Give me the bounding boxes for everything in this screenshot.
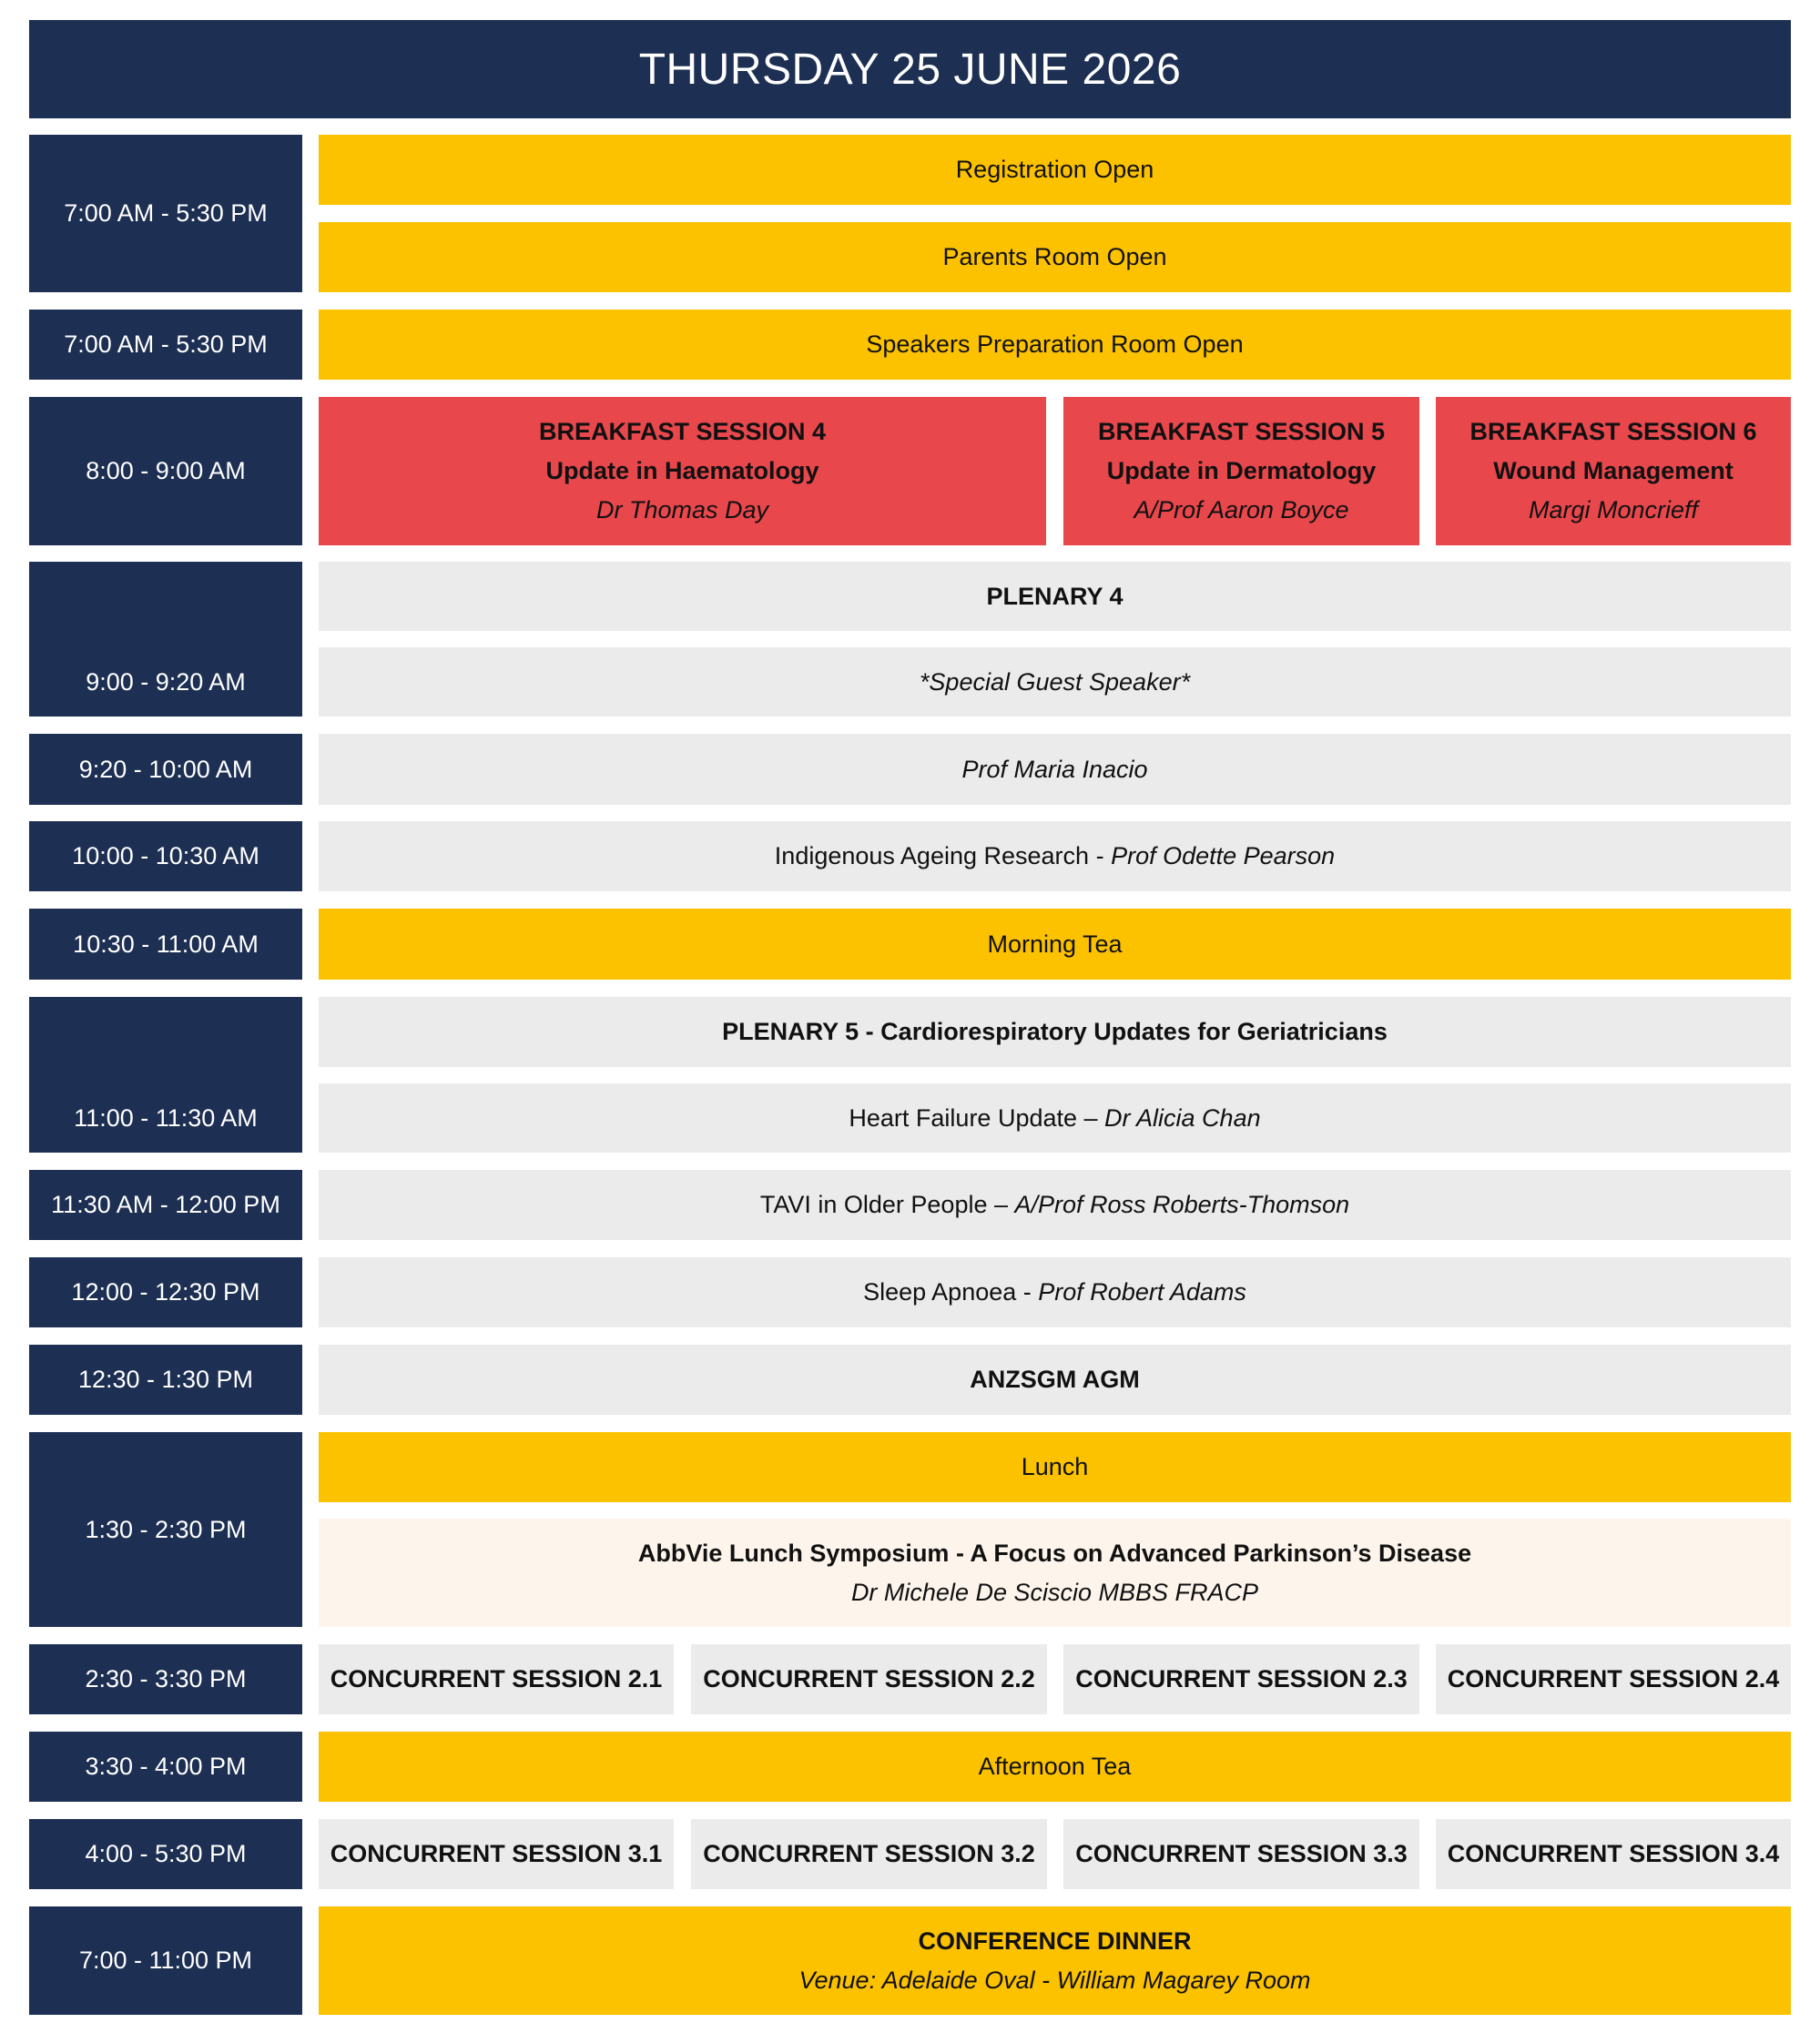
dinner-venue: Venue: Adelaide Oval - William Magarey Room bbox=[798, 1966, 1311, 1994]
talk-separator: - bbox=[1016, 1278, 1039, 1306]
special-guest-speaker: *Special Guest Speaker* bbox=[319, 647, 1791, 717]
concurrent-session: CONCURRENT SESSION 3.1 bbox=[319, 1819, 674, 1889]
session-afternoon-tea: Afternoon Tea bbox=[319, 1732, 1791, 1802]
time-slot: 8:00 - 9:00 AM bbox=[29, 397, 302, 545]
talk-line bbox=[863, 1273, 1246, 1312]
breakfast-topic: Update in Haematology bbox=[545, 457, 819, 484]
plenary-4-title: PLENARY 4 bbox=[319, 562, 1791, 631]
talk-title: Sleep Apnoea bbox=[863, 1278, 1017, 1306]
session-speakers-room: Speakers Preparation Room Open bbox=[319, 310, 1791, 380]
plenary-5-talk bbox=[319, 1257, 1791, 1327]
time-slot: 3:30 - 4:00 PM bbox=[29, 1732, 302, 1802]
time-slot: 9:00 - 9:20 AM bbox=[29, 562, 302, 717]
session-agm: ANZSGM AGM bbox=[319, 1345, 1791, 1415]
time-slot: 10:00 - 10:30 AM bbox=[29, 821, 302, 891]
concurrent-session: CONCURRENT SESSION 3.3 bbox=[1063, 1819, 1419, 1889]
breakfast-title: BREAKFAST SESSION 5 bbox=[1097, 418, 1386, 445]
talk-line bbox=[849, 1099, 1260, 1138]
symposium-title: AbbVie Lunch Symposium - A Focus on Advanced Parkinson’s Disease bbox=[637, 1539, 1472, 1567]
breakfast-session-5 bbox=[1063, 397, 1419, 545]
breakfast-title: BREAKFAST SESSION 4 bbox=[538, 418, 827, 445]
concurrent-session: CONCURRENT SESSION 3.4 bbox=[1436, 1819, 1791, 1889]
talk-separator: – bbox=[1077, 1103, 1105, 1132]
time-slot: 1:30 - 2:30 PM bbox=[29, 1432, 302, 1627]
time-slot: 12:30 - 1:30 PM bbox=[29, 1345, 302, 1415]
time-slot: 7:00 AM - 5:30 PM bbox=[29, 310, 302, 380]
time-slot: 7:00 AM - 5:30 PM bbox=[29, 135, 302, 292]
session-morning-tea: Morning Tea bbox=[319, 909, 1791, 980]
time-slot: 2:30 - 3:30 PM bbox=[29, 1644, 302, 1714]
talk-title: TAVI in Older People bbox=[759, 1191, 988, 1218]
time-slot: 11:00 - 11:30 AM bbox=[29, 997, 302, 1153]
time-slot: 7:00 - 11:00 PM bbox=[29, 1906, 302, 2015]
time-slot: 11:30 AM - 12:00 PM bbox=[29, 1170, 302, 1240]
dinner-title: CONFERENCE DINNER bbox=[918, 1926, 1192, 1955]
breakfast-session-4 bbox=[319, 397, 1046, 545]
symposium-speaker: Dr Michele De Sciscio MBBS FRACP bbox=[850, 1578, 1259, 1606]
talk-speaker: A/Prof Ross Roberts-Thomson bbox=[1014, 1191, 1350, 1218]
concurrent-session: CONCURRENT SESSION 2.1 bbox=[319, 1644, 674, 1714]
breakfast-speaker: A/Prof Aaron Boyce bbox=[1134, 496, 1349, 523]
talk-speaker: Prof Odette Pearson bbox=[1111, 842, 1336, 869]
breakfast-topic: Update in Dermatology bbox=[1106, 457, 1377, 484]
talk-speaker: Dr Alicia Chan bbox=[1104, 1103, 1261, 1132]
breakfast-title: BREAKFAST SESSION 6 bbox=[1469, 418, 1757, 445]
breakfast-session-6 bbox=[1436, 397, 1791, 545]
time-slot: 10:30 - 11:00 AM bbox=[29, 909, 302, 980]
talk-title: Heart Failure Update bbox=[849, 1103, 1078, 1132]
conference-dinner bbox=[319, 1906, 1791, 2015]
plenary-4-speaker: Prof Maria Inacio bbox=[319, 734, 1791, 805]
breakfast-topic: Wound Management bbox=[1493, 457, 1734, 484]
concurrent-session: CONCURRENT SESSION 2.2 bbox=[691, 1644, 1047, 1714]
talk-speaker: Prof Robert Adams bbox=[1038, 1278, 1246, 1306]
plenary-5-talk bbox=[319, 1170, 1791, 1240]
session-registration: Registration Open bbox=[319, 135, 1791, 205]
concurrent-session: CONCURRENT SESSION 3.2 bbox=[691, 1819, 1047, 1889]
time-slot: 12:00 - 12:30 PM bbox=[29, 1257, 302, 1327]
plenary-4-talk bbox=[319, 821, 1791, 891]
talk-title: Indigenous Ageing Research bbox=[774, 842, 1090, 869]
lunch-symposium bbox=[319, 1519, 1791, 1627]
breakfast-speaker: Dr Thomas Day bbox=[595, 496, 769, 523]
plenary-5-title: PLENARY 5 - Cardiorespiratory Updates for Geriatricians bbox=[319, 997, 1791, 1067]
plenary-5-talk bbox=[319, 1083, 1791, 1153]
time-slot: 4:00 - 5:30 PM bbox=[29, 1819, 302, 1889]
session-parents-room: Parents Room Open bbox=[319, 222, 1791, 292]
concurrent-session: CONCURRENT SESSION 2.4 bbox=[1436, 1644, 1791, 1714]
concurrent-session: CONCURRENT SESSION 2.3 bbox=[1063, 1644, 1419, 1714]
talk-line bbox=[760, 1185, 1349, 1225]
breakfast-speaker: Margi Moncrieff bbox=[1528, 496, 1699, 523]
session-lunch: Lunch bbox=[319, 1432, 1791, 1502]
talk-separator: - bbox=[1089, 842, 1112, 869]
talk-line bbox=[775, 837, 1335, 876]
page-title: THURSDAY 25 JUNE 2026 bbox=[29, 20, 1791, 118]
talk-separator: – bbox=[987, 1191, 1015, 1218]
time-slot: 9:20 - 10:00 AM bbox=[29, 734, 302, 805]
